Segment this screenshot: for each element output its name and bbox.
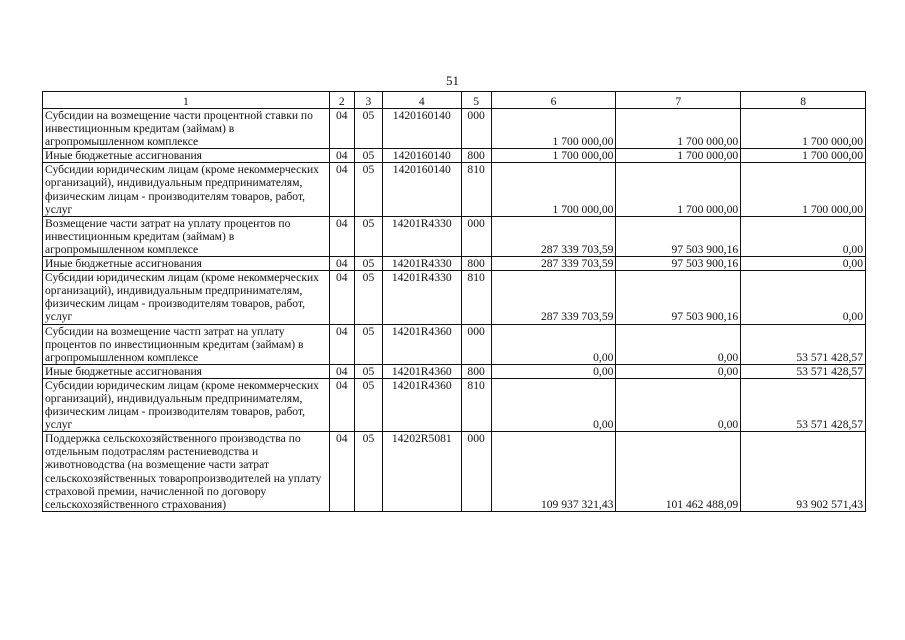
subsection-code: 05: [354, 378, 382, 431]
table-row: [43, 324, 866, 364]
target-article-code: 14201R4360: [383, 364, 461, 378]
amount-col-6: 1 700 000,00: [491, 163, 616, 216]
amount-col-6: 287 339 703,59: [491, 257, 616, 271]
target-article-code: 14201R4330: [383, 257, 461, 271]
section-code: 04: [329, 109, 354, 149]
amount-col-8: 53 571 428,57: [741, 364, 866, 378]
header-col-7: 7: [616, 92, 741, 109]
page-number: 51: [446, 73, 459, 88]
amount-col-8: 0,00: [741, 271, 866, 324]
amount-col-8: 1 700 000,00: [741, 149, 866, 163]
amount-col-7: 0,00: [616, 324, 741, 364]
amount-col-8: 1 700 000,00: [741, 109, 866, 149]
amount-col-8: 1 700 000,00: [741, 163, 866, 216]
budget-table: [42, 91, 866, 512]
row-description: Субсидии юридическим лицам (кроме некоммерческих организаций), индивидуальным предпринимателям, физическим лицам - производителям товаров, работ, услуг: [43, 378, 330, 431]
amount-col-6: 287 339 703,59: [491, 271, 616, 324]
header-col-3: 3: [354, 92, 382, 109]
expense-type-code: 810: [461, 163, 491, 216]
subsection-code: 05: [354, 216, 382, 256]
table-row: [43, 216, 866, 256]
table-row: [43, 149, 866, 163]
table-row: [43, 257, 866, 271]
expense-type-code: 800: [461, 364, 491, 378]
amount-col-8: 93 902 571,43: [741, 432, 866, 512]
expense-type-code: 800: [461, 149, 491, 163]
section-code: 04: [329, 149, 354, 163]
amount-col-6: 0,00: [491, 324, 616, 364]
section-code: 04: [329, 324, 354, 364]
row-description: Возмещение части затрат на уплату процентов по инвестиционным кредитам (займам) в агропромышленном комплексе: [43, 216, 330, 256]
section-code: 04: [329, 364, 354, 378]
amount-col-7: 101 462 488,09: [616, 432, 741, 512]
target-article-code: 14201R4330: [383, 216, 461, 256]
subsection-code: 05: [354, 364, 382, 378]
table-row: [43, 364, 866, 378]
expense-type-code: 000: [461, 432, 491, 512]
section-code: 04: [329, 271, 354, 324]
table-row: [43, 163, 866, 216]
amount-col-7: 1 700 000,00: [616, 149, 741, 163]
row-description: Субсидии юридическим лицам (кроме некоммерческих организаций), индивидуальным предпринимателям, физическим лицам - производителям товаров, работ, услуг: [43, 163, 330, 216]
table-header-row: [43, 92, 866, 109]
amount-col-8: 0,00: [741, 257, 866, 271]
row-description: Иные бюджетные ассигнования: [43, 149, 330, 163]
subsection-code: 05: [354, 149, 382, 163]
amount-col-7: 1 700 000,00: [616, 109, 741, 149]
row-description: Поддержка сельскохозяйственного производства по отдельным подотраслям растениеводства и животноводства (на возмещение части затрат сельскохозяйственных товаропроизводителей на уплату страховой премии, начисленной по договору сельскохозяйственного страхования): [43, 432, 330, 512]
expense-type-code: 800: [461, 257, 491, 271]
row-description: Субсидии на возмещение частп затрат на уплату процентов по инвестиционным кредитам (займам) в агропромышленном комплексе: [43, 324, 330, 364]
header-col-5: 5: [461, 92, 491, 109]
target-article-code: 1420160140: [383, 149, 461, 163]
amount-col-7: 1 700 000,00: [616, 163, 741, 216]
target-article-code: 14201R4330: [383, 271, 461, 324]
expense-type-code: 000: [461, 216, 491, 256]
amount-col-7: 0,00: [616, 378, 741, 431]
amount-col-6: 1 700 000,00: [491, 149, 616, 163]
amount-col-6: 0,00: [491, 378, 616, 431]
amount-col-7: 97 503 900,16: [616, 216, 741, 256]
target-article-code: 1420160140: [383, 109, 461, 149]
header-col-2: 2: [329, 92, 354, 109]
expense-type-code: 810: [461, 378, 491, 431]
section-code: 04: [329, 216, 354, 256]
amount-col-7: 97 503 900,16: [616, 271, 741, 324]
header-col-6: 6: [491, 92, 616, 109]
amount-col-8: 0,00: [741, 216, 866, 256]
subsection-code: 05: [354, 163, 382, 216]
amount-col-8: 53 571 428,57: [741, 324, 866, 364]
amount-col-7: 0,00: [616, 364, 741, 378]
header-col-4: 4: [383, 92, 461, 109]
target-article-code: 14202R5081: [383, 432, 461, 512]
subsection-code: 05: [354, 109, 382, 149]
target-article-code: 14201R4360: [383, 378, 461, 431]
row-description: Субсидии на возмещение части процентной ставки по инвестиционным кредитам (займам) в агропромышленном комплексе: [43, 109, 330, 149]
section-code: 04: [329, 378, 354, 431]
amount-col-6: 287 339 703,59: [491, 216, 616, 256]
section-code: 04: [329, 163, 354, 216]
amount-col-8: 53 571 428,57: [741, 378, 866, 431]
row-description: Иные бюджетные ассигнования: [43, 364, 330, 378]
table-row: [43, 271, 866, 324]
amount-col-6: 1 700 000,00: [491, 109, 616, 149]
row-description: Иные бюджетные ассигнования: [43, 257, 330, 271]
amount-col-7: 97 503 900,16: [616, 257, 741, 271]
header-col-8: 8: [741, 92, 866, 109]
expense-type-code: 810: [461, 271, 491, 324]
table-row: [43, 432, 866, 512]
row-description: Субсидии юридическим лицам (кроме некоммерческих организаций), индивидуальным предпринимателям, физическим лицам - производителям товаров, работ, услуг: [43, 271, 330, 324]
subsection-code: 05: [354, 324, 382, 364]
target-article-code: 14201R4360: [383, 324, 461, 364]
subsection-code: 05: [354, 271, 382, 324]
table-row: [43, 378, 866, 431]
header-col-1: 1: [43, 92, 330, 109]
amount-col-6: 109 937 321,43: [491, 432, 616, 512]
amount-col-6: 0,00: [491, 364, 616, 378]
subsection-code: 05: [354, 432, 382, 512]
expense-type-code: 000: [461, 109, 491, 149]
expense-type-code: 000: [461, 324, 491, 364]
section-code: 04: [329, 257, 354, 271]
target-article-code: 1420160140: [383, 163, 461, 216]
subsection-code: 05: [354, 257, 382, 271]
table-row: [43, 109, 866, 149]
section-code: 04: [329, 432, 354, 512]
